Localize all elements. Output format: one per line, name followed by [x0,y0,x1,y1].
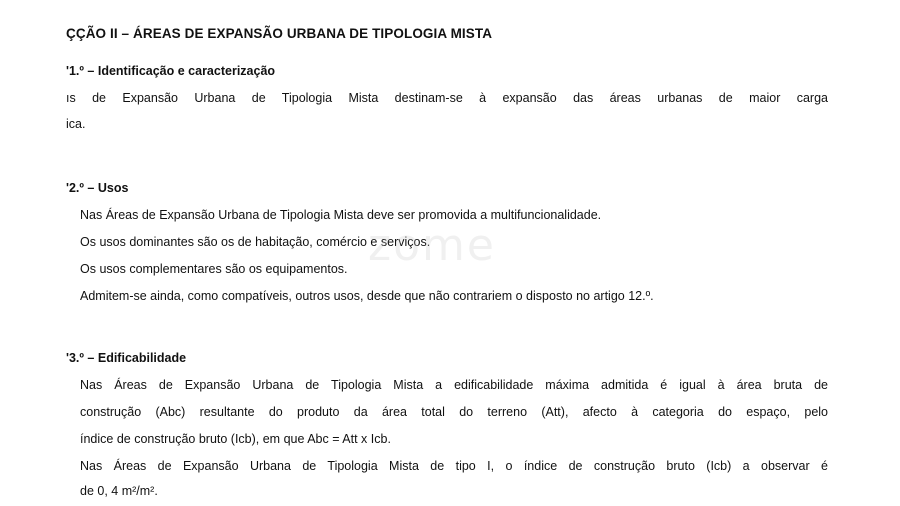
article-3-line-1: Nas Áreas de Expansão Urbana de Tipologia Mista a edificabilidade máxima admitida é igual à área bruta de [80,378,828,392]
article-3-line-4: Nas Áreas de Expansão Urbana de Tipologia Mista de tipo I, o índice de construção bruto (Icb) a observar é [80,459,828,473]
article-3-line-3: índice de construção bruto (Icb), em que Abc = Att x Icb. [80,432,391,446]
article-3-line-5: de 0, 4 m²/m². [80,484,158,498]
article-3-line-2: construção (Abc) resultante do produto da área total do terreno (Att), afecto à categoria do espaço, pelo [80,405,828,419]
article-1-line-1: ıs de Expansão Urbana de Tipologia Mista destinam-se à expansão das áreas urbanas de maior carga [66,91,828,105]
watermark-logo: zome [368,220,496,271]
article-2-line-1: Nas Áreas de Expansão Urbana de Tipologia Mista deve ser promovida a multifuncionalidade. [80,208,602,222]
section-title: ÇÇÃO II – ÁREAS DE EXPANSÃO URBANA DE TIPOLOGIA MISTA [66,26,493,41]
article-3-title: '3.º – Edificabilidade [66,351,187,365]
article-1-line-2: ica. [66,117,86,131]
article-1-title: '1.º – Identificação e caracterização [66,64,276,78]
article-2-line-2: Os usos dominantes são os de habitação, comércio e serviços. [80,235,431,249]
article-2-title: '2.º – Usos [66,181,129,195]
article-2-line-3: Os usos complementares são os equipamentos. [80,262,348,276]
article-2-line-4: Admitem-se ainda, como compatíveis, outros usos, desde que não contrariem o disposto no artigo 12.º. [80,289,654,303]
